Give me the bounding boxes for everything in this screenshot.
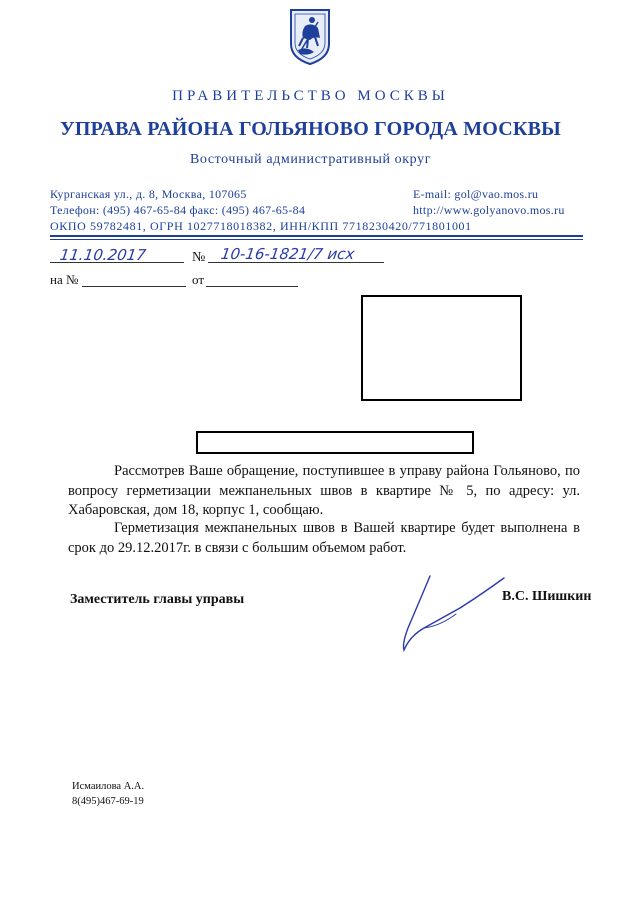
handwritten-date: 11.10.2017 xyxy=(58,246,148,264)
phone-fax: Телефон: (495) 467-65-84 факс: (495) 467-65-84 xyxy=(50,203,306,217)
header-divider-thin xyxy=(50,239,583,240)
organization-title: УПРАВА РАЙОНА ГОЛЬЯНОВО ГОРОДА МОСКВЫ xyxy=(59,118,562,140)
date-underline xyxy=(50,262,184,263)
from-label: от xyxy=(192,272,205,287)
number-underline xyxy=(208,262,384,263)
reply-to-blank xyxy=(82,286,186,287)
recipient-address-box xyxy=(361,295,522,401)
body-paragraph-1: Рассмотрев Ваше обращение, поступившее в управу района Гольяново, по вопросу герметизации межпанельных швов в квартире № 5, по адресу: ул. Хабаровская, дом 18, корпус 1, сообщаю. xyxy=(68,463,580,518)
handwritten-outgoing-number: 10-16-1821/7 исх xyxy=(219,245,356,263)
from-blank xyxy=(206,286,298,287)
district-subtitle: Восточный административный округ xyxy=(189,152,432,167)
email-address: E-mail: gol@vao.mos.ru xyxy=(413,187,539,201)
signatory-name: В.С. Шишкин xyxy=(502,589,592,604)
moscow-coat-of-arms-icon xyxy=(288,8,332,66)
website-url: http://www.golyanovo.mos.ru xyxy=(413,203,565,217)
registration-codes: ОКПО 59782481, ОГРН 1027718018382, ИНН/КПП 7718230420/771801001 xyxy=(50,219,472,233)
reply-to-label: на № xyxy=(50,272,79,287)
header-divider xyxy=(50,235,583,237)
number-sign: № xyxy=(192,250,206,265)
executor-phone: 8(495)467-69-19 xyxy=(72,796,144,807)
signatory-position: Заместитель главы управы xyxy=(70,592,245,607)
executor-name: Исмаилова А.А. xyxy=(72,781,145,792)
government-title: ПРАВИТЕЛЬСТВО МОСКВЫ xyxy=(172,88,449,104)
body-paragraph-2: Герметизация межпанельных швов в Вашей квартире будет выполнена в срок до 29.12.2017г. в связи с большим объемом работ. xyxy=(68,520,580,556)
recipient-name-box xyxy=(196,431,474,454)
postal-address: Курганская ул., д. 8, Москва, 107065 xyxy=(50,187,247,201)
handwritten-signature xyxy=(390,570,510,655)
